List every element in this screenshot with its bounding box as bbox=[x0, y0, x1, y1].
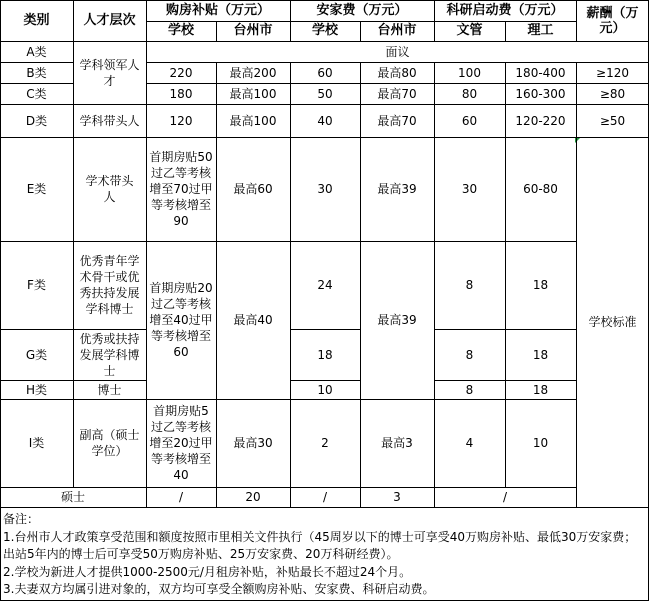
row-c-research-ligong: 160-300 bbox=[515, 86, 566, 101]
row-b-housing-school: 220 bbox=[169, 65, 193, 80]
h-line-83a bbox=[0, 83, 73, 84]
header-settle-school: 学校 bbox=[311, 23, 338, 38]
header-settle-city: 台州市 bbox=[377, 23, 417, 38]
notes-block bbox=[3, 511, 647, 599]
row-c-housing-city: 最高100 bbox=[229, 86, 277, 101]
v-line-576a bbox=[576, 0, 577, 41]
h-line-380b bbox=[290, 380, 360, 381]
row-b-salary: ≥120 bbox=[596, 65, 629, 80]
row-d-housing-city: 最高100 bbox=[229, 113, 277, 128]
row-c-salary: ≥80 bbox=[599, 86, 626, 101]
row-i-research-ligong: 10 bbox=[532, 436, 549, 450]
row-i-housing-school: 首期房贴5过乙等考核增至20过甲等考核增至40 bbox=[149, 404, 213, 482]
v-line-434b bbox=[434, 62, 435, 507]
fgh-housing-school: 首期房贴20过乙等考核增至40过甲等考核增至60 bbox=[149, 281, 213, 359]
row-h-settle-school: 10 bbox=[317, 382, 333, 397]
row-i-settle-city: 最高3 bbox=[381, 436, 413, 450]
row-c-research-wenguan: 80 bbox=[461, 86, 478, 101]
h-line-62a bbox=[0, 62, 73, 63]
v-line-576b bbox=[576, 62, 577, 507]
row-d-category: D类 bbox=[25, 113, 48, 128]
h-line-137 bbox=[0, 137, 649, 138]
v-line-290a bbox=[290, 0, 291, 41]
row-master-housing-school: / bbox=[178, 490, 184, 504]
h-line-507 bbox=[0, 507, 649, 508]
row-master-settle-city: 3 bbox=[393, 490, 401, 504]
row-master-housing-city: 20 bbox=[245, 490, 261, 504]
header-housing: 购房补贴（万元） bbox=[165, 2, 270, 18]
row-a-category: A类 bbox=[26, 44, 47, 59]
row-f-category: F类 bbox=[27, 278, 46, 292]
row-h-level: 博士 bbox=[97, 382, 122, 397]
row-b-research-ligong: 180-400 bbox=[515, 65, 566, 80]
row-c-settle-school: 50 bbox=[317, 86, 333, 101]
row-master-research: / bbox=[502, 490, 508, 504]
row-d-research-wenguan: 60 bbox=[461, 113, 478, 128]
row-f-settle-school: 24 bbox=[317, 278, 333, 292]
row-e-housing-school: 首期房贴50过乙等考核增至70过甲等考核增至90 bbox=[149, 150, 213, 228]
row-d-settle-city: 最高70 bbox=[377, 113, 417, 128]
row-b-settle-city: 最高80 bbox=[377, 65, 417, 80]
row-h-research-ligong: 18 bbox=[532, 382, 549, 397]
v-line-360a bbox=[360, 21, 361, 41]
h-line-41 bbox=[0, 41, 649, 42]
h-line-header-sub bbox=[146, 21, 576, 22]
row-d-settle-school: 40 bbox=[317, 113, 333, 128]
row-h-research-wenguan: 8 bbox=[465, 382, 474, 397]
row-g-level: 优秀或扶持发展学科博士 bbox=[79, 331, 140, 378]
row-g-research-ligong: 18 bbox=[532, 347, 549, 362]
row-f-level: 优秀青年学术骨干或优秀扶持发展学科博士 bbox=[79, 254, 140, 316]
fgh-settle-city: 最高39 bbox=[377, 313, 417, 327]
note-2: 2.学校为新进人才提供1000-2500元/月租房补贴，补贴最长不超过24个月。 bbox=[3, 564, 412, 579]
row-g-settle-school: 18 bbox=[317, 347, 333, 362]
header-research-ligong: 理工 bbox=[527, 23, 554, 38]
row-c-category: C类 bbox=[26, 86, 47, 101]
fgh-housing-city: 最高40 bbox=[233, 313, 273, 327]
note-1: 1.台州市人才政策享受范围和额度按照市里相关文件执行（45周岁以下的博士可享受40万购房补贴、最低30万安家费；出站5年内的博士后可享受50万购房补贴、25万安家费、20万科研经费）。 bbox=[3, 529, 637, 561]
row-d-housing-school: 120 bbox=[169, 113, 193, 128]
header-research: 科研启动费（万元） bbox=[446, 2, 564, 18]
row-b-housing-city: 最高200 bbox=[229, 65, 277, 80]
row-b-settle-school: 60 bbox=[317, 65, 333, 80]
row-h-category: H类 bbox=[25, 382, 48, 397]
notes-title: 备注： bbox=[3, 512, 40, 526]
row-e-category: E类 bbox=[26, 182, 47, 196]
row-g-research-wenguan: 8 bbox=[465, 347, 474, 362]
row-f-research-wenguan: 8 bbox=[465, 278, 474, 292]
v-line-434a bbox=[434, 0, 435, 41]
v-line-360b bbox=[360, 62, 361, 507]
row-d-level: 学科带头人 bbox=[79, 113, 140, 128]
salary-school-standard: 学校标准 bbox=[588, 315, 637, 329]
header-research-wenguan: 文管 bbox=[456, 23, 483, 38]
row-d-research-ligong: 120-220 bbox=[515, 113, 566, 128]
row-b-category: B类 bbox=[26, 65, 47, 80]
border-left bbox=[0, 0, 1, 601]
v-line-290b bbox=[290, 62, 291, 507]
row-i-housing-city: 最高30 bbox=[233, 436, 273, 450]
row-e-settle-city: 最高39 bbox=[377, 182, 417, 196]
row-e-settle-school: 30 bbox=[317, 182, 333, 196]
row-b-research-wenguan: 100 bbox=[458, 65, 481, 80]
row-g-category: G类 bbox=[25, 347, 48, 362]
v-line-216a bbox=[216, 21, 217, 41]
h-line-62b bbox=[146, 62, 649, 63]
h-line-241 bbox=[0, 241, 576, 242]
h-line-104 bbox=[0, 104, 649, 105]
header-settle: 安家费（万元） bbox=[316, 2, 408, 18]
v-line-505a bbox=[505, 21, 506, 41]
border-top bbox=[0, 0, 649, 1]
level-leading-talent: 学科领军人才 bbox=[79, 57, 140, 88]
row-c-housing-school: 180 bbox=[169, 86, 193, 101]
h-line-399 bbox=[0, 399, 576, 400]
row-c-settle-city: 最高70 bbox=[377, 86, 417, 101]
header-category: 类别 bbox=[23, 12, 50, 28]
row-master-settle-school: / bbox=[322, 490, 328, 504]
row-e-level: 学术带头人 bbox=[85, 174, 134, 204]
row-e-research-wenguan: 30 bbox=[461, 182, 478, 196]
row-f-research-ligong: 18 bbox=[532, 278, 549, 292]
row-d-salary: ≥50 bbox=[599, 113, 626, 128]
h-line-487 bbox=[0, 487, 576, 488]
row-i-category: I类 bbox=[28, 436, 45, 450]
row-i-level: 副高（硕士学位） bbox=[79, 428, 140, 458]
v-line-216b bbox=[216, 62, 217, 507]
v-line-146 bbox=[146, 0, 147, 507]
row-master-category: 硕士 bbox=[60, 490, 85, 504]
note-3: 3.夫妻双方均属引进对象的，双方均可享受全额购房补贴、安家费、科研启动费。 bbox=[3, 582, 435, 596]
header-salary: 薪酬（万元） bbox=[586, 5, 639, 36]
header-housing-city: 台州市 bbox=[233, 23, 273, 38]
row-e-research-ligong: 60-80 bbox=[523, 182, 558, 196]
row-i-research-wenguan: 4 bbox=[465, 436, 474, 450]
v-line-505b bbox=[505, 62, 506, 487]
v-line-73 bbox=[73, 0, 74, 487]
h-line-329b bbox=[290, 329, 360, 330]
row-i-settle-school: 2 bbox=[321, 436, 329, 450]
header-level: 人才层次 bbox=[83, 12, 136, 28]
h-line-83b bbox=[146, 83, 649, 84]
row-a-negotiable: 面议 bbox=[385, 44, 410, 59]
row-e-housing-city: 最高60 bbox=[233, 182, 273, 196]
header-housing-school: 学校 bbox=[167, 23, 194, 38]
